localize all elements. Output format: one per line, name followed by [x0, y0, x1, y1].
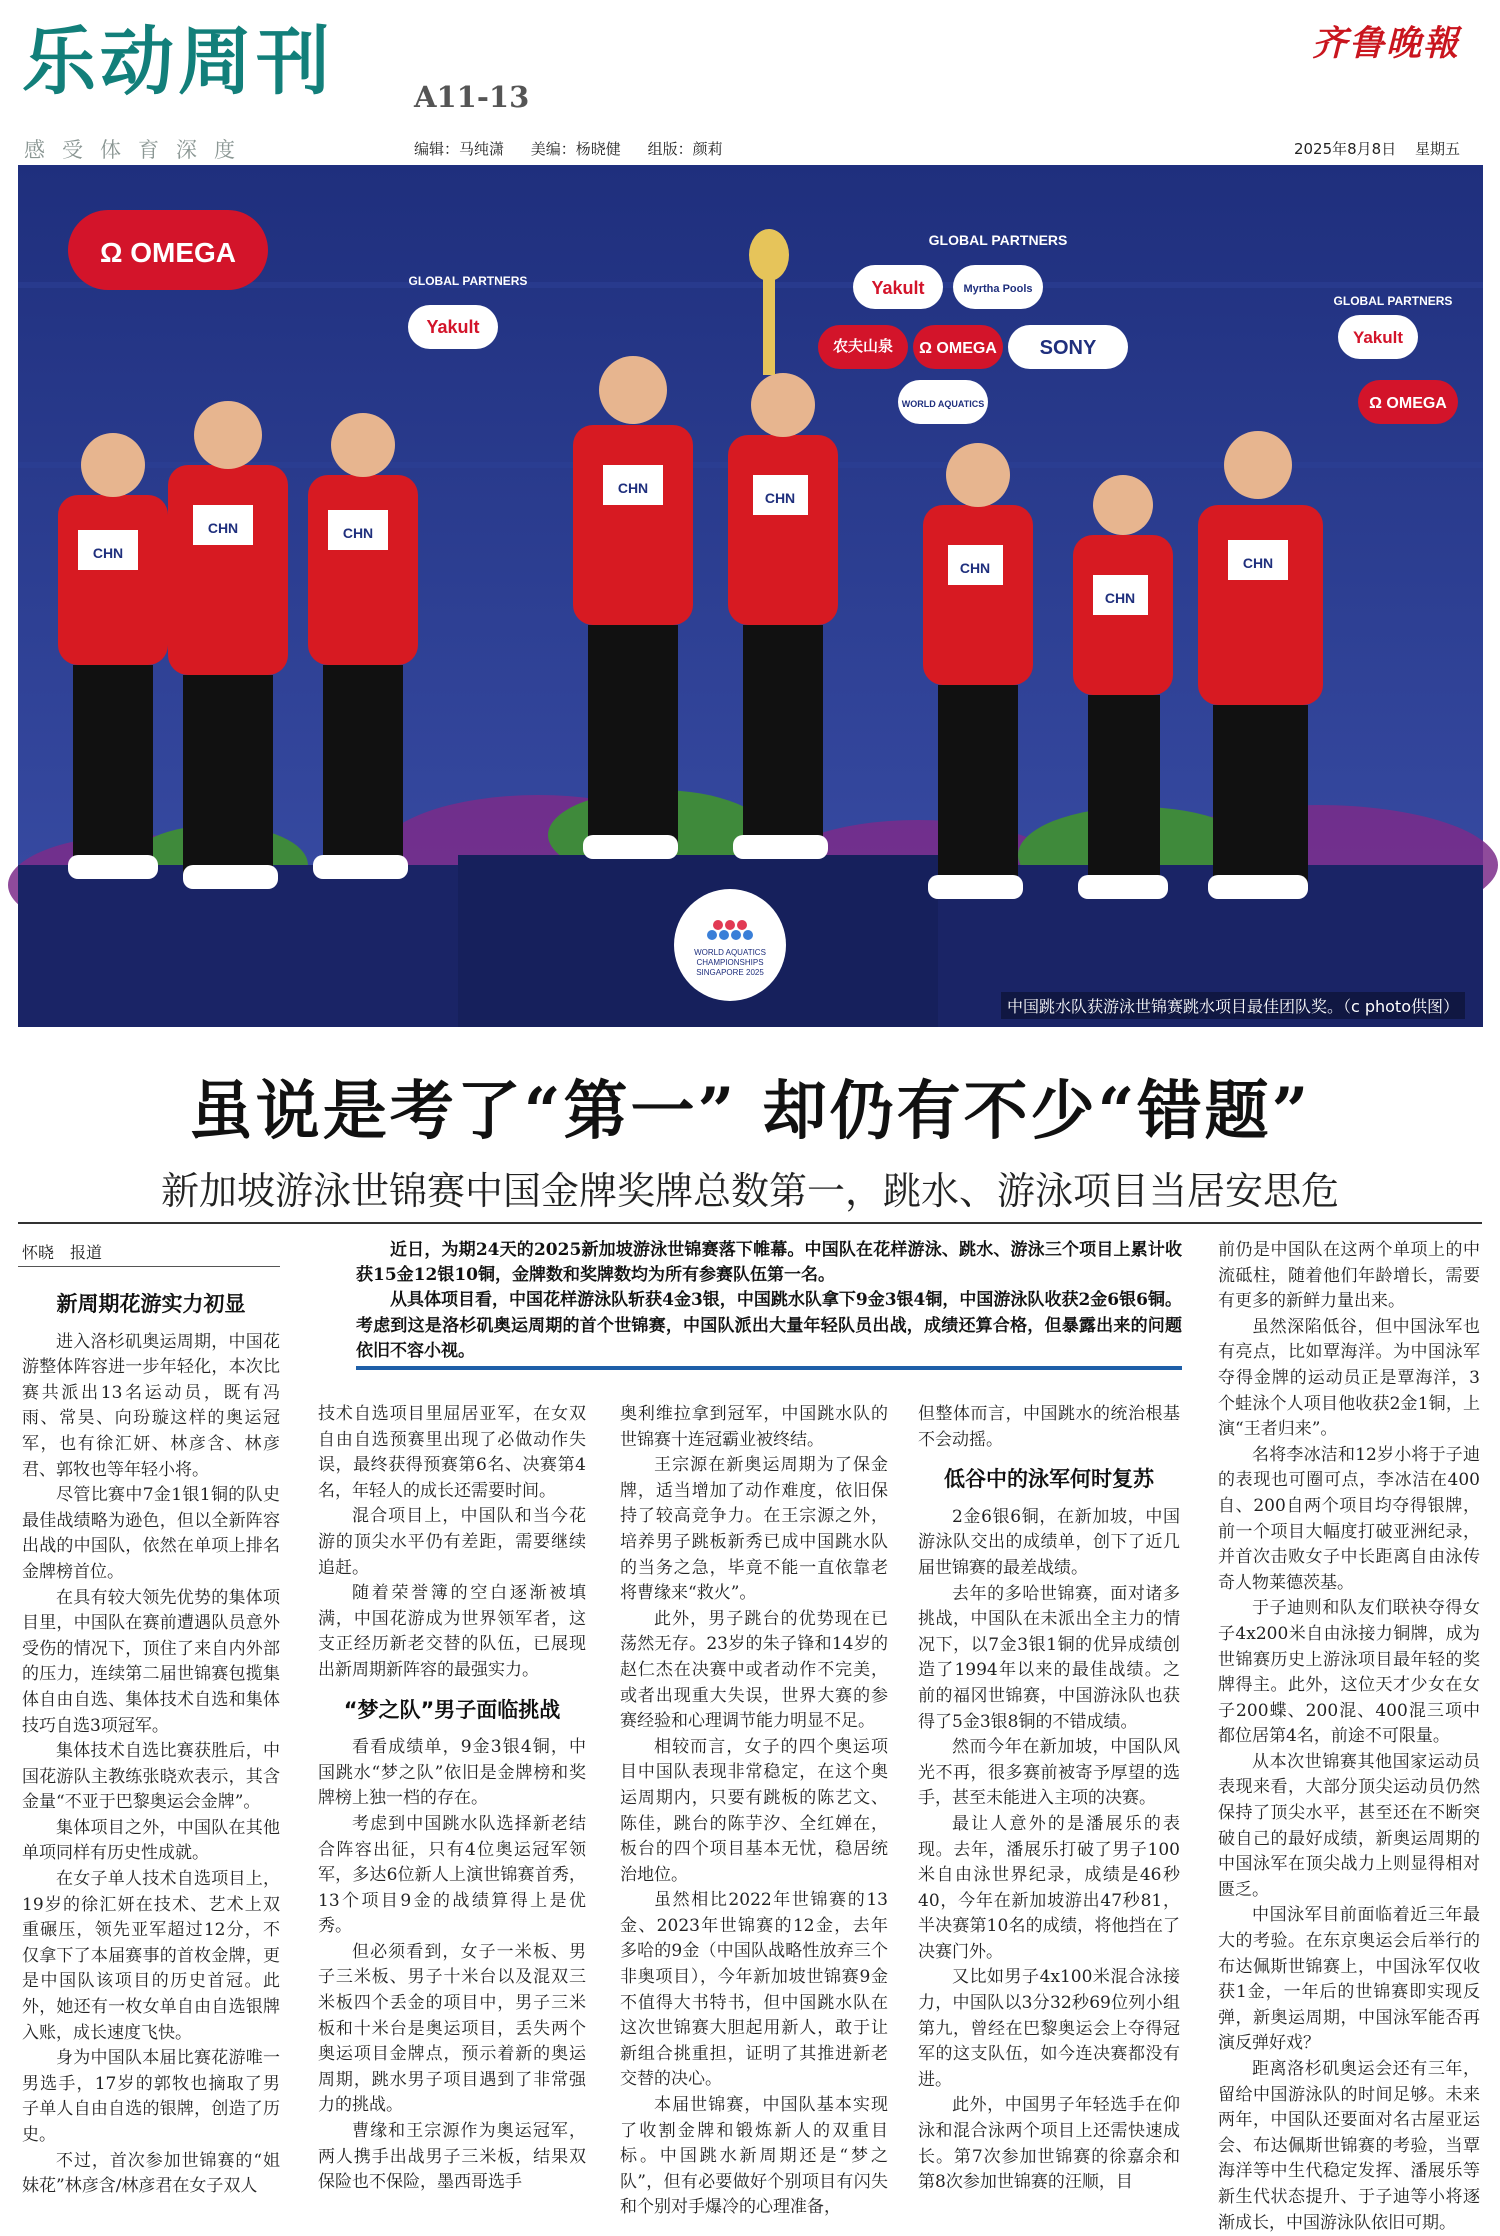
body-paragraph: 从本次世锦赛其他国家运动员表现来看，大部分顶尖运动员仍然保持了顶尖水平，甚至还在不断突破自己的最好成绩，新奥运周期的中国泳军在顶尖战力上则显得相对匮乏。 [1218, 1751, 1480, 1900]
svg-text:CHN: CHN [207, 520, 239, 536]
athlete-figure [573, 356, 693, 859]
body-paragraph: 曹缘和王宗源作为奥运冠军，两人携手出战男子三米板，结果双保险也不保险，墨西哥选手 [318, 2121, 586, 2193]
body-paragraph: 集体技术自选比赛获胜后，中国花游队主教练张晓欢表示，其含金量“不亚于巴黎奥运会金牌”。 [22, 1741, 280, 1813]
body-paragraph: 王宗源在新奥运周期为了保金牌，适当增加了动作难度，依旧保持了较高竞争力。在王宗源之外，培养男子跳板新秀已成中国跳水队的当务之急，毕竟不能一直依靠老将曹缘来“救火”。 [620, 1455, 888, 1604]
body-paragraph: 但必须看到，女子一米板、男子三米板、男子十米台以及混双三米板四个丢金的项目中，男子三米板和十米台是奥运项目，丢失两个奥运项目金牌点，预示着新的奥运周期，跳水男子项目遇到了非常强力的挑战。 [318, 1941, 586, 2116]
article-column-1 [22, 1278, 280, 2197]
lead-text: 近日，为期24天的2025新加坡游泳世锦赛落下帷幕。中国队在花样游泳、跳水、游泳三个项目上累计收获15金12银10铜，金牌数和奖牌数均为所有参赛队伍第一名。 [356, 1240, 1182, 1286]
global-partners-label: GLOBAL PARTNERS [1333, 294, 1453, 308]
yakult-logo: Yakult [871, 278, 925, 298]
body-paragraph: 相较而言，女子的四个奥运项目中国队表现非常稳定，在这个奥运周期内，只要有跳板的陈艺文、陈佳，跳台的陈芋汐、全红婵在，板台的四个项目基本无忧，稳居统治地位。 [620, 1736, 888, 1885]
body-paragraph: 集体项目之外，中国队在其他单项同样有历史性成就。 [22, 1817, 280, 1864]
body-paragraph: 距离洛杉矶奥运会还有三年，留给中国游泳队的时间足够。未来两年，中国队还要面对名古屋亚运会、布达佩斯世锦赛的考验，当覃海洋等中生代稳定发挥、潘展乐等新生代状态提升、于子迪等小将逐渐成长，中国游泳队依旧可期。 [1218, 2059, 1480, 2233]
body-paragraph: 考虑到中国跳水队选择新老结合阵容出征，只有4位奥运冠军领军，多达6位新人上演世锦赛首秀，13个项目9金的战绩算得上是优秀。 [318, 1813, 586, 1937]
global-partners-label: GLOBAL PARTNERS [408, 274, 528, 288]
issue-date: 2025年8月8日 [1293, 140, 1397, 158]
global-partners-label: GLOBAL PARTNERS [928, 232, 1068, 248]
page-range: A11-13 [414, 80, 530, 114]
athlete-figure [1073, 475, 1173, 899]
body-paragraph: 奥利维拉拿到冠军，中国跳水队的世锦赛十连冠霸业被终结。 [620, 1404, 888, 1450]
body-paragraph: 尽管比赛中7金1银1铜的队史最佳战绩略为逊色，但以全新阵容出战的中国队，依然在单项上排名金牌榜首位。 [22, 1485, 280, 1582]
headline: 虽说是考了“第一” 却仍有不少“错题” [188, 1074, 1312, 1149]
body-paragraph: 然而今年在新加坡，中国队风光不再，很多赛前被寄予厚望的选手，甚至未能进入主项的决赛。 [918, 1737, 1180, 1809]
article-column-3 [620, 1402, 888, 2218]
body-paragraph: 技术自选项目里屈居亚军，在女双自由自选预赛里出现了必做动作失误，最终获得预赛第6名、决赛第4名，年轻人的成长还需要时间。 [318, 1404, 586, 1501]
article-column-4 [918, 1402, 1180, 2193]
world-aquatics-logo: WORLD AQUATICS [901, 399, 985, 409]
body-paragraph: 在女子单人技术自选项目上，19岁的徐汇妍在技术、艺术上双重碾压，领先亚军超过12分，不仅拿下了本届赛事的首枚金牌，更是中国队该项目的历史首冠。此外，她还有一枚女单自由自选银牌入账，成长速度飞快。 [22, 1869, 280, 2043]
svg-text:CHN: CHN [617, 480, 649, 496]
lead-paragraph [356, 1238, 1182, 1364]
newspaper-logo: 齐鲁晚報 [1311, 23, 1460, 64]
editor-credits [414, 138, 745, 159]
body-paragraph: 但整体而言，中国跳水的统治根基不会动摇。 [918, 1404, 1180, 1450]
body-paragraph: 中国泳军目前面临着近三年最大的考验。在东京奥运会后举行的布达佩斯世锦赛上，中国泳军仅收获1金，一年后的世锦赛即实现反弹，新奥运周期，中国泳军能否再演反弹好戏？ [1218, 1905, 1480, 2054]
svg-text:CHN: CHN [1104, 590, 1136, 606]
subheadline: 新加坡游泳世锦赛中国金牌奖牌总数第一，跳水、游泳项目当居安思危 [160, 1169, 1339, 1213]
dateline [1280, 138, 1460, 159]
section-slogan: 感受体育深度 [24, 138, 252, 162]
athlete-figure [168, 401, 288, 889]
athlete-figure [58, 433, 168, 879]
body-paragraph: 于子迪则和队友们联袂夺得女子4x200米自由泳接力铜牌，成为世锦赛历史上游泳项目最年轻的奖牌得主。此外，这位天才少女在女子200蝶、200混、400混三项中都位居第4名，前途不可限量。 [1218, 1598, 1480, 1747]
svg-text:CHN: CHN [764, 490, 796, 506]
editor-credit: 编辑：马纯潇 [414, 140, 505, 158]
section-brand-title: 乐动周刊 [22, 19, 334, 105]
designer-credit: 美编：杨晓健 [530, 140, 621, 158]
yakult-logo: Yakult [426, 317, 480, 337]
sony-logo: SONY [1039, 337, 1097, 359]
issue-weekday: 星期五 [1414, 140, 1460, 158]
myrtha-logo: Myrtha Pools [963, 283, 1033, 295]
nongfu-logo: 农夫山泉 [832, 338, 894, 355]
photo-caption: 中国跳水队获游泳世锦赛跳水项目最佳团队奖。（c photo供图） [1001, 992, 1465, 1019]
podium-logo-line: WORLD AQUATICS [694, 948, 766, 957]
section-heading: 低谷中的泳军何时复苏 [944, 1467, 1154, 1492]
lead-text: 从具体项目看，中国花样游泳队斩获4金3银，中国跳水队拿下9金3银4铜，中国游泳队收获2金6银6铜。考虑到这是洛杉矶奥运周期的首个世锦赛，中国队派出大量年轻队员出战，成绩还算合格，但暴露出来的问题依旧不容小视。 [356, 1290, 1182, 1361]
body-paragraph: 最让人意外的是潘展乐的表现。去年，潘展乐打破了男子100米自由泳世界纪录，成绩是46秒40，今年在新加坡游出47秒81，半决赛第10名的成绩，将他挡在了决赛门外。 [918, 1813, 1180, 1962]
svg-text:CHN: CHN [1242, 555, 1274, 571]
lead-photo [18, 165, 1483, 1027]
body-paragraph: 名将李冰洁和12岁小将于子迪的表现也可圈可点，李冰洁在400自、200自两个项目均夺得银牌，前一个项目大幅度打破亚洲纪录，并首次击败女子中长距离自由泳传奇人物莱德茨基。 [1218, 1444, 1480, 1593]
body-paragraph: 虽然深陷低谷，但中国泳军也有亮点，比如覃海洋。为中国泳军夺得金牌的运动员正是覃海洋，3个蛙泳个人项目他收获2金1铜，上演“王者归来”。 [1218, 1316, 1480, 1440]
body-paragraph: 又比如男子4x100米混合泳接力，中国队以3分32秒69位列小组第九，曾经在巴黎奥运会上夺得冠军的这支队伍，如今连决赛都没有进。 [918, 1967, 1180, 2090]
body-paragraph: 进入洛杉矶奥运周期，中国花游整体阵容进一步年轻化，本次比赛共派出13名运动员，既有冯雨、常昊、向玢璇这样的奥运冠军，也有徐汇妍、林彦含、林彦君、郭牧也等年轻小将。 [22, 1331, 280, 1480]
body-paragraph: 2金6银6铜，在新加坡，中国游泳队交出的成绩单，创下了近几届世锦赛的最差战绩。 [918, 1506, 1180, 1578]
body-paragraph: 在具有较大领先优势的集体项目里，中国队在赛前遭遇队员意外受伤的情况下，顶住了来自内外部的压力，连续第二届世锦赛包揽集体自由自选、集体技术自选和集体技巧自选3项冠军。 [22, 1587, 280, 1736]
yakult-logo: Yakult [1352, 328, 1404, 347]
body-paragraph: 此外，中国男子年轻选手在仰泳和混合泳两个项目上还需快速成长。第7次参加世锦赛的徐嘉余和第8次参加世锦赛的汪顺，目 [918, 2095, 1180, 2193]
section-heading: “梦之队”男子面临挑战 [343, 1697, 561, 1722]
body-paragraph: 本届世锦赛，中国队基本实现了收割金牌和锻炼新人的双重目标。中国跳水新周期还是“梦之队”，但有必要做好个别项目有闪失和个别对手爆冷的心理准备， [620, 2095, 888, 2218]
article-column-5 [1218, 1238, 1480, 2233]
body-paragraph: 去年的多哈世锦赛，面对诸多挑战，中国队在未派出全主力的情况下，以7金3银1铜的优异成绩创造了1994年以来的最佳战绩。之前的福冈世锦赛，中国游泳队也获得了5金3银8铜的不错成绩。 [918, 1583, 1180, 1732]
podium-logo-line: CHAMPIONSHIPS [696, 958, 764, 967]
body-paragraph: 不过，首次参加世锦赛的“姐妹花”林彦含/林彦君在女子双人 [22, 2150, 280, 2197]
athlete-figure [923, 443, 1033, 899]
svg-text:CHN: CHN [959, 560, 991, 576]
omega-logo-small: Ω OMEGA [919, 340, 997, 357]
body-paragraph: 混合项目上，中国队和当今花游的顶尖水平仍有差距，需要继续追赶。 [318, 1506, 586, 1578]
section-heading: 新周期花游实力初显 [56, 1292, 246, 1316]
athlete-figure [308, 413, 418, 879]
omega-logo: Ω OMEGA [99, 237, 237, 268]
omega-logo-small: Ω OMEGA [1369, 395, 1447, 412]
podium-logo-line: SINGAPORE 2025 [696, 968, 764, 977]
byline: 怀晓 报道 [22, 1243, 103, 1262]
headline-rule [18, 1222, 1482, 1224]
team-podium-illustration [18, 165, 1483, 1027]
body-paragraph: 前仍是中国队在这两个单项上的中流砥柱，随着他们年龄增长，需要有更多的新鲜力量出来。 [1218, 1240, 1480, 1312]
lead-rule [356, 1366, 1182, 1370]
body-paragraph: 看看成绩单，9金3银4铜，中国跳水“梦之队”依旧是金牌榜和奖牌榜上独一档的存在。 [318, 1737, 586, 1809]
body-paragraph: 虽然相比2022年世锦赛的13金、2023年世锦赛的12金，去年多哈的9金（中国队战略性放弃三个非奥项目），今年新加坡世锦赛9金不值得大书特书，但中国跳水队在这次世锦赛大胆起用新人，敢于让新组合挑重担，证明了其推进新老交替的决心。 [620, 1890, 888, 2090]
masthead [18, 12, 1484, 162]
byline-rule [18, 1266, 280, 1267]
body-paragraph: 身为中国队本届比赛花游唯一男选手，17岁的郭牧也摘取了男子单人自由自选的银牌，创造了历史。 [22, 2048, 280, 2145]
layout-credit: 组版：颜莉 [647, 140, 723, 158]
svg-text:CHN: CHN [342, 525, 374, 541]
body-paragraph: 随着荣誉簿的空白逐渐被填满，中国花游成为世界领军者，这支正经历新老交替的队伍，已展现出新周期新阵容的最强实力。 [318, 1583, 586, 1680]
svg-text:CHN: CHN [92, 545, 124, 561]
body-paragraph: 此外，男子跳台的优势现在已荡然无存。23岁的朱子锋和14岁的赵仁杰在决赛中或者动作不完美，或者出现重大失误，世界大赛的参赛经验和心理调节能力明显不足。 [620, 1608, 888, 1732]
article-column-2 [318, 1402, 586, 2193]
